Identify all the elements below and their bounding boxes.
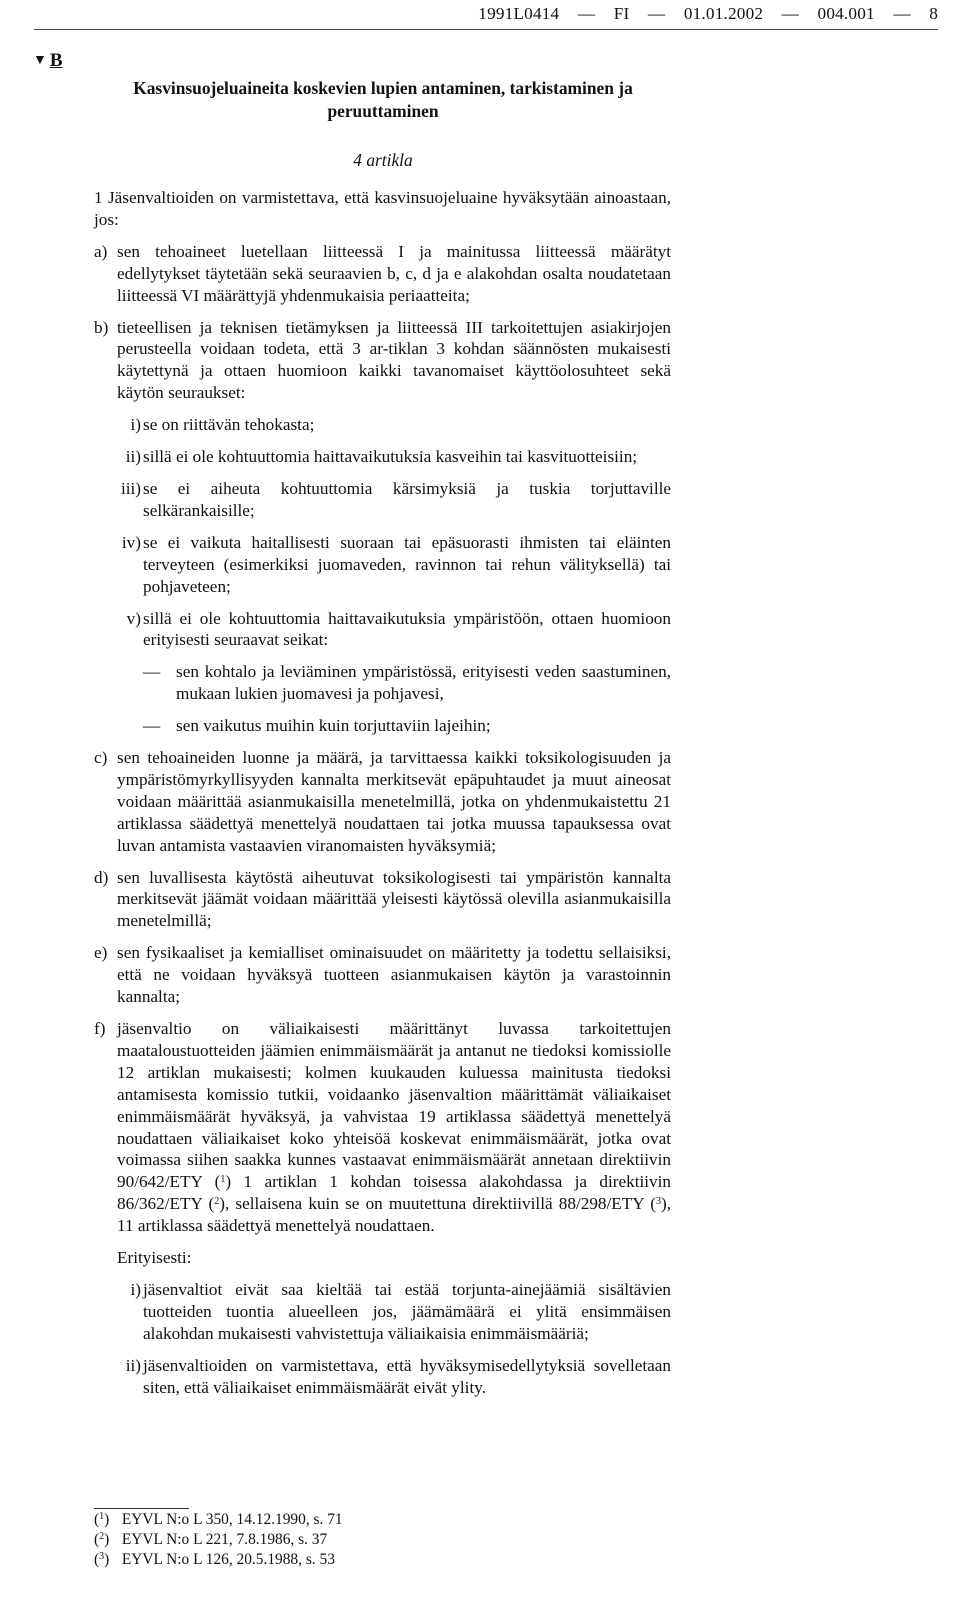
document-body [94,187,671,1399]
item-e [94,942,671,1008]
subitem-label: ii) [125,447,141,467]
header-separator: — [577,4,596,23]
section-title: Kasvinsuojeluaineita koskevien lupien antaminen, tarkistaminen ja peruuttaminen [133,78,633,121]
footnote-number: 2 [99,1531,105,1542]
item-text: sen fysikaaliset ja kemialliset ominaisuudet on määritetty ja todettu sellaisiksi, että ne voidaan hyväksyä tuotteen asianmukaisen käytön ja varastoinnin kannalta; [117,943,671,1007]
item-label: f) [94,1019,106,1038]
footnote-number: 1 [99,1511,105,1522]
version-number: 004.001 [817,4,875,23]
header-rule [34,29,938,30]
language-code: FI [613,4,630,23]
footnote-ref-2[interactable]: 2 [214,1196,220,1208]
item-text: sen tehoaineiden luonne ja määrä, ja tarvittaessa kaikki toksikologisuuden ja ympäristömyrkyllisyyden kannalta merkitsevät epäpuhtaudet ja muut aineosat voidaan määrittää asianmukaisilla menetelmillä, jotka on yhdenmukaistettu 21 artiklassa säädettyä menettelyä noudattaen tai jotka muussa tapauksessa ovat luvan antamista vastaavien viranomaisten hyväksymiä; [117,748,671,855]
item-text: tieteellisen ja teknisen tietämyksen ja liitteessä III tarkoitettujen asiakirjojen perusteella voidaan todeta, että 3 ar-tiklan 3 kohdan säännösten mukaisesti käytettynä ja ottaen huomioon kaikki tavanomaiset käyttöolosuhteet sekä käytön seuraukset: [117,317,671,403]
footnote-3: ($^3$) EYVL N:o L 126, 20.5.1988, s. 53 [94,1551,335,1568]
subitem-text: sillä ei ole kohtuuttomia haittavaikutuksia kasveihin tai kasvituotteisiin; [143,447,638,467]
subitem-text: se on riittävän tehokasta; [143,415,315,435]
celex-number: 1991L0414 [478,4,560,23]
amendment-marker [33,50,63,72]
footnote-2: ($^2$) EYVL N:o L 221, 7.8.1986, s. 37 [94,1531,328,1548]
item-text-part3: ), sellaisena kuin se on muutettuna direktiivillä 88/298/ETY ( [219,1194,656,1214]
subitem-f-ii [94,1355,671,1399]
header-separator: — [781,4,800,23]
page-header [464,4,938,24]
item-c [94,747,671,857]
item-text-part2: ) 1 artiklan 1 kohdan toisessa alakohdassa ja direktiivin 86/362/ETY ( [117,1172,671,1214]
page-number: 8 [929,4,938,23]
subitem-b-v [94,608,671,652]
footnotes [94,1510,494,1570]
dash-item-2 [94,715,671,737]
footnote-text: EYVL N:o L 126, 20.5.1988, s. 53 [121,1551,335,1568]
subitem-label: ii) [125,1355,141,1375]
subitem-b-i [94,414,671,436]
item-text-part4: ), 11 artiklassa säädettyä menettelyä noudattaen. [117,1194,671,1236]
footnote-text: EYVL N:o L 350, 14.12.1990, s. 71 [121,1511,343,1528]
subitem-text: jäsenvaltiot eivät saa kieltää tai estää torjunta-ainejäämiä sisältävien tuotteiden tuontia alueelleen jos, jäämämäärä ei ylitä ensimmäisen alakohdan mukaisesti vahvistettuja väliaikaisia enimmäismääriä; [143,1279,671,1343]
subitem-label: i) [130,415,141,435]
subitem-b-iv [94,532,671,598]
subitem-text: se ei aiheuta kohtuuttomia kärsimyksiä ja tuskia torjuttaville selkärankaisille; [143,478,671,520]
item-a [94,241,671,307]
subitem-label: iii) [120,478,141,498]
triangle-down-icon: ▼ [33,53,47,68]
dash-label: — [143,716,161,736]
dash-item-1 [94,661,671,705]
amendment-letter: B [49,50,63,71]
item-label: b) [94,317,109,337]
item-label: a) [94,241,108,261]
footnote-ref-3[interactable]: 3 [655,1196,661,1208]
item-label: d) [94,867,109,887]
subitem-f-i [94,1279,671,1345]
dash-text: sen vaikutus muihin kuin torjuttaviin lajeihin; [176,716,491,736]
header-separator: — [893,4,911,23]
dash-label: — [143,662,161,682]
item-label: e) [94,943,108,963]
subitem-text: jäsenvaltioiden on varmistettava, että hyväksymisedellytyksiä sovelletaan siten, että väliaikaiset enimmäismäärät eivät ylity. [143,1355,671,1397]
footnote-rule [94,1508,189,1509]
subitem-label: iv) [121,532,141,552]
subitem-label: v) [126,608,141,628]
subitem-text: sillä ei ole kohtuuttomia haittavaikutuksia ympäristöön, ottaen huomioon erityisesti seuraavat seikat: [143,608,671,650]
item-text: sen luvallisesta käytöstä aiheutuvat toksikologisesti tai ympäristön kannalta merkitsevät jäämät voidaan määrittää yleisesti käytössä olevilla asianmukaisilla menetelmillä; [117,867,671,931]
item-d [94,867,671,933]
subitem-text: se ei vaikuta haitallisesti suoraan tai epäsuorasti ihmisten tai eläinten terveyteen (esimerkiksi juomaveden, ravinnon tai rehun välityksellä) tai pohjaveteen; [143,532,671,596]
item-b [94,317,671,405]
footnote-text: EYVL N:o L 221, 7.8.1986, s. 37 [121,1531,328,1548]
item-text-part1: jäsenvaltio on väliaikaisesti määrittänyt luvassa tarkoitettujen maataloustuotteiden jäämien enimmäismäärät ja antanut ne tiedoksi komissiolle 12 artiklan mukaisesti; kolmen kuukauden kuluessa mainitusta tiedoksi antamisesta komissio tutkii, voidaanko jäsenvaltion määrittämät väliaikaiset enimmäismäärät hyväksyä, ja vahvistaa 19 artiklassa säädettyä menettelyä noudattaen väliaikaiset koko yhteisöä koskevat enimmäismäärät, jotka ovat voimassa siihen saakka kunnes vastaavat enimmäismäärät annetaan direktiivin 90/642/ETY ( [117,1019,671,1192]
consolidation-date: 01.01.2002 [683,4,764,23]
item-f [94,1018,671,1237]
erityisesti-label: Erityisesti: [117,1248,192,1268]
footnote-ref-1[interactable]: 1 [220,1174,226,1186]
subitem-label: i) [130,1279,141,1299]
subitem-b-iii [94,478,671,522]
article-heading: 4 artikla [353,150,413,170]
dash-text: sen kohtalo ja leviäminen ympäristössä, erityisesti veden saastuminen, mukaan lukien juomavesi ja pohjavesi, [176,662,671,704]
subitem-b-ii [94,446,671,468]
paragraph-1: 1 Jäsenvaltioiden on varmistettava, että kasvinsuojeluaine hyväksytään ainoastaan, jos: [94,188,671,229]
footnote-number: 3 [99,1551,105,1562]
item-label: c) [94,748,108,768]
item-text: sen tehoaineet luetellaan liitteessä I ja mainitussa liitteessä määrätyt edellytykset täytetään sekä seuraavien b, c, d ja e alakohdan osalta noudatetaan liitteessä VI määrättyjä yhdenmukaisia periaatteita; [117,241,671,305]
header-separator: — [647,4,666,23]
footnote-1: ($^1$) EYVL N:o L 350, 14.12.1990, s. 71 [94,1511,343,1528]
